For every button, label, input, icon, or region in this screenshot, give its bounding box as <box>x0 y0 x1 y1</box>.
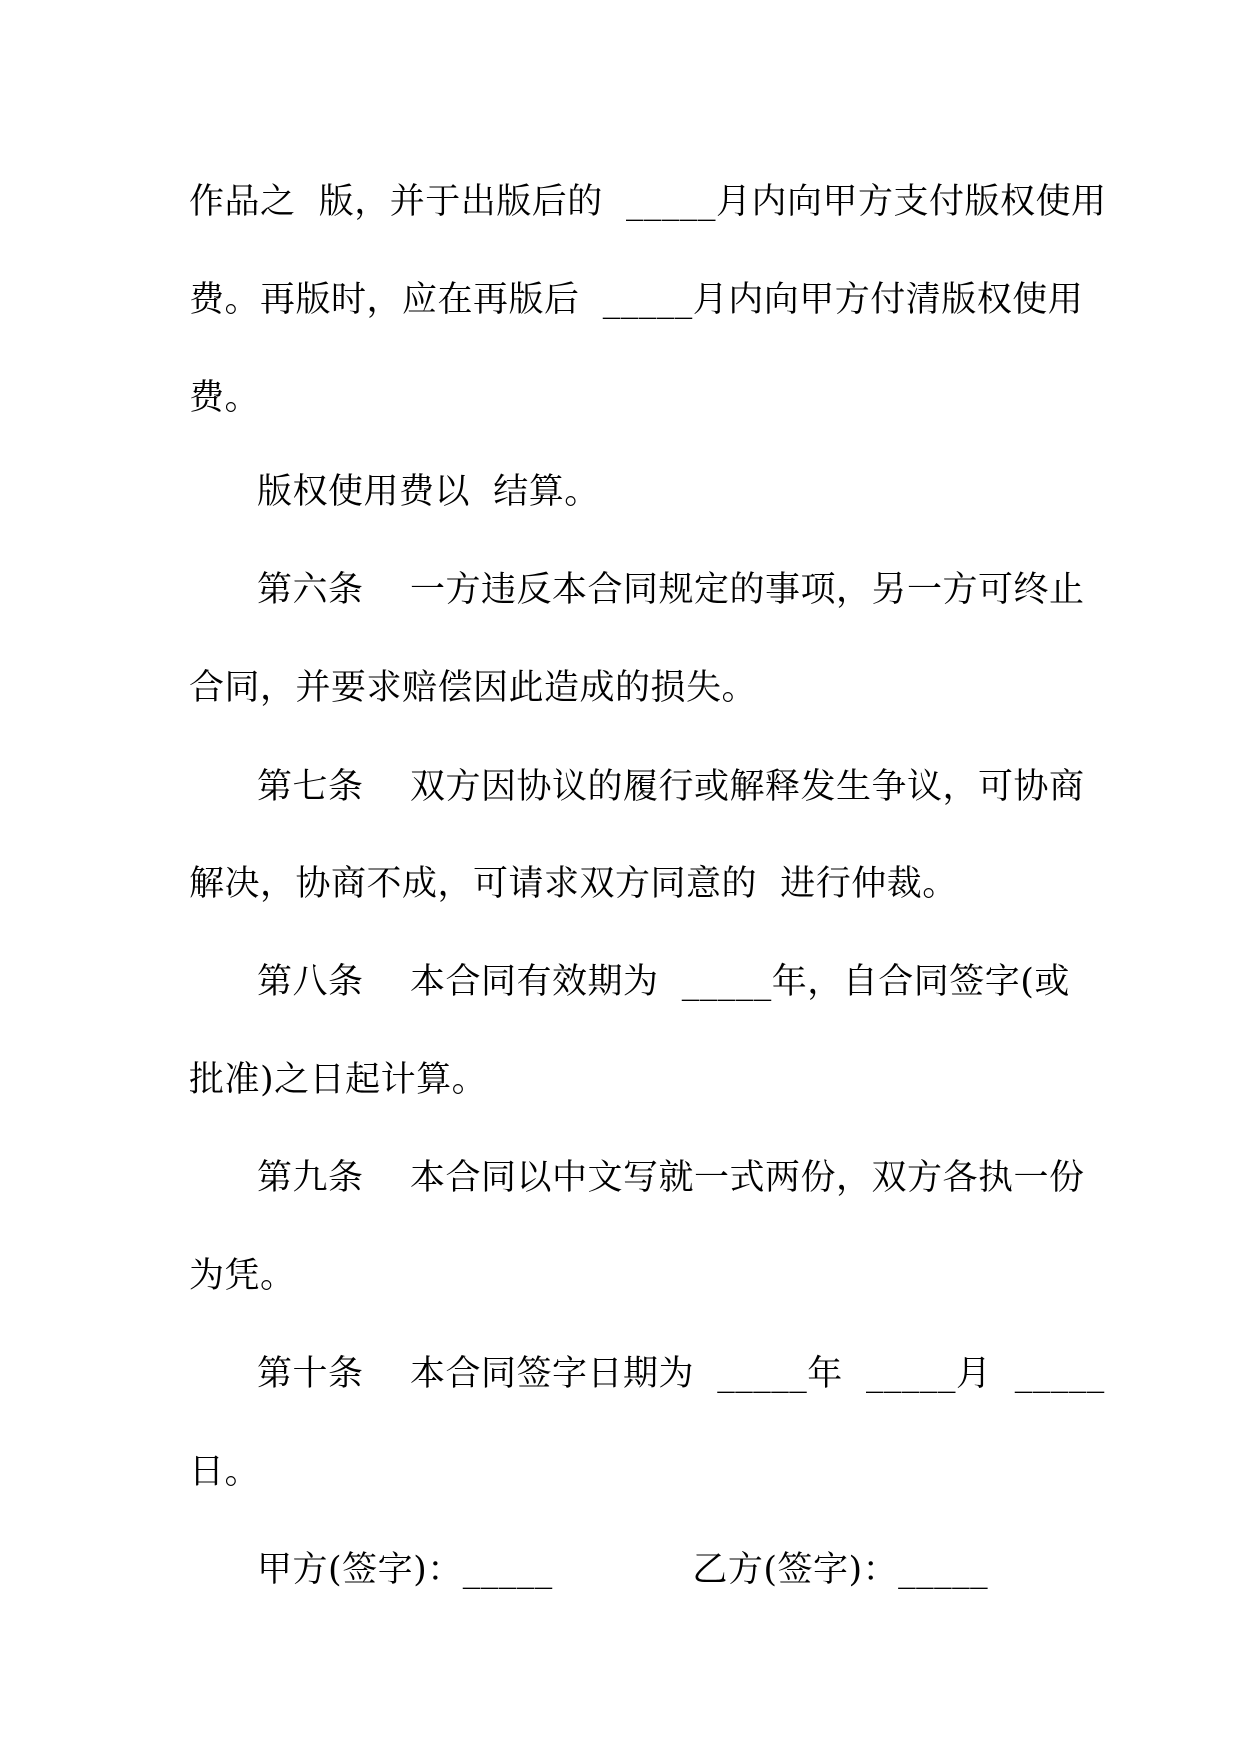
article-8-line-1: 第八条 本合同有效期为 _____年，自合同签字(或 <box>257 962 1070 1002</box>
text-line-3: 费。 <box>189 378 261 418</box>
signature-line: 甲方(签字)：_____ 乙方(签字)：_____ <box>257 1550 989 1590</box>
article-6-line-1: 第六条 一方违反本合同规定的事项，另一方可终止 <box>257 570 1085 610</box>
article-9-line-1: 第九条 本合同以中文写就一式两份，双方各执一份 <box>257 1158 1085 1198</box>
article-8-line-2: 批准)之日起计算。 <box>189 1060 488 1100</box>
text-line-2: 费。再版时，应在再版后 _____月内向甲方付清版权使用 <box>189 280 1084 320</box>
text-line-4: 版权使用费以 结算。 <box>257 472 600 512</box>
article-7-line-2: 解决，协商不成，可请求双方同意的 进行仲裁。 <box>189 864 958 904</box>
article-6-line-2: 合同，并要求赔偿因此造成的损失。 <box>189 668 758 708</box>
text-line-1: 作品之 版，并于出版后的 _____月内向甲方支付版权使用 <box>189 182 1107 222</box>
article-10-line-2: 日。 <box>189 1452 261 1492</box>
article-7-line-1: 第七条 双方因协议的履行或解释发生争议，可协商 <box>257 767 1085 807</box>
article-10-line-1: 第十条 本合同签字日期为 _____年 _____月 _____ <box>257 1354 1105 1394</box>
article-9-line-2: 为凭。 <box>189 1256 296 1296</box>
